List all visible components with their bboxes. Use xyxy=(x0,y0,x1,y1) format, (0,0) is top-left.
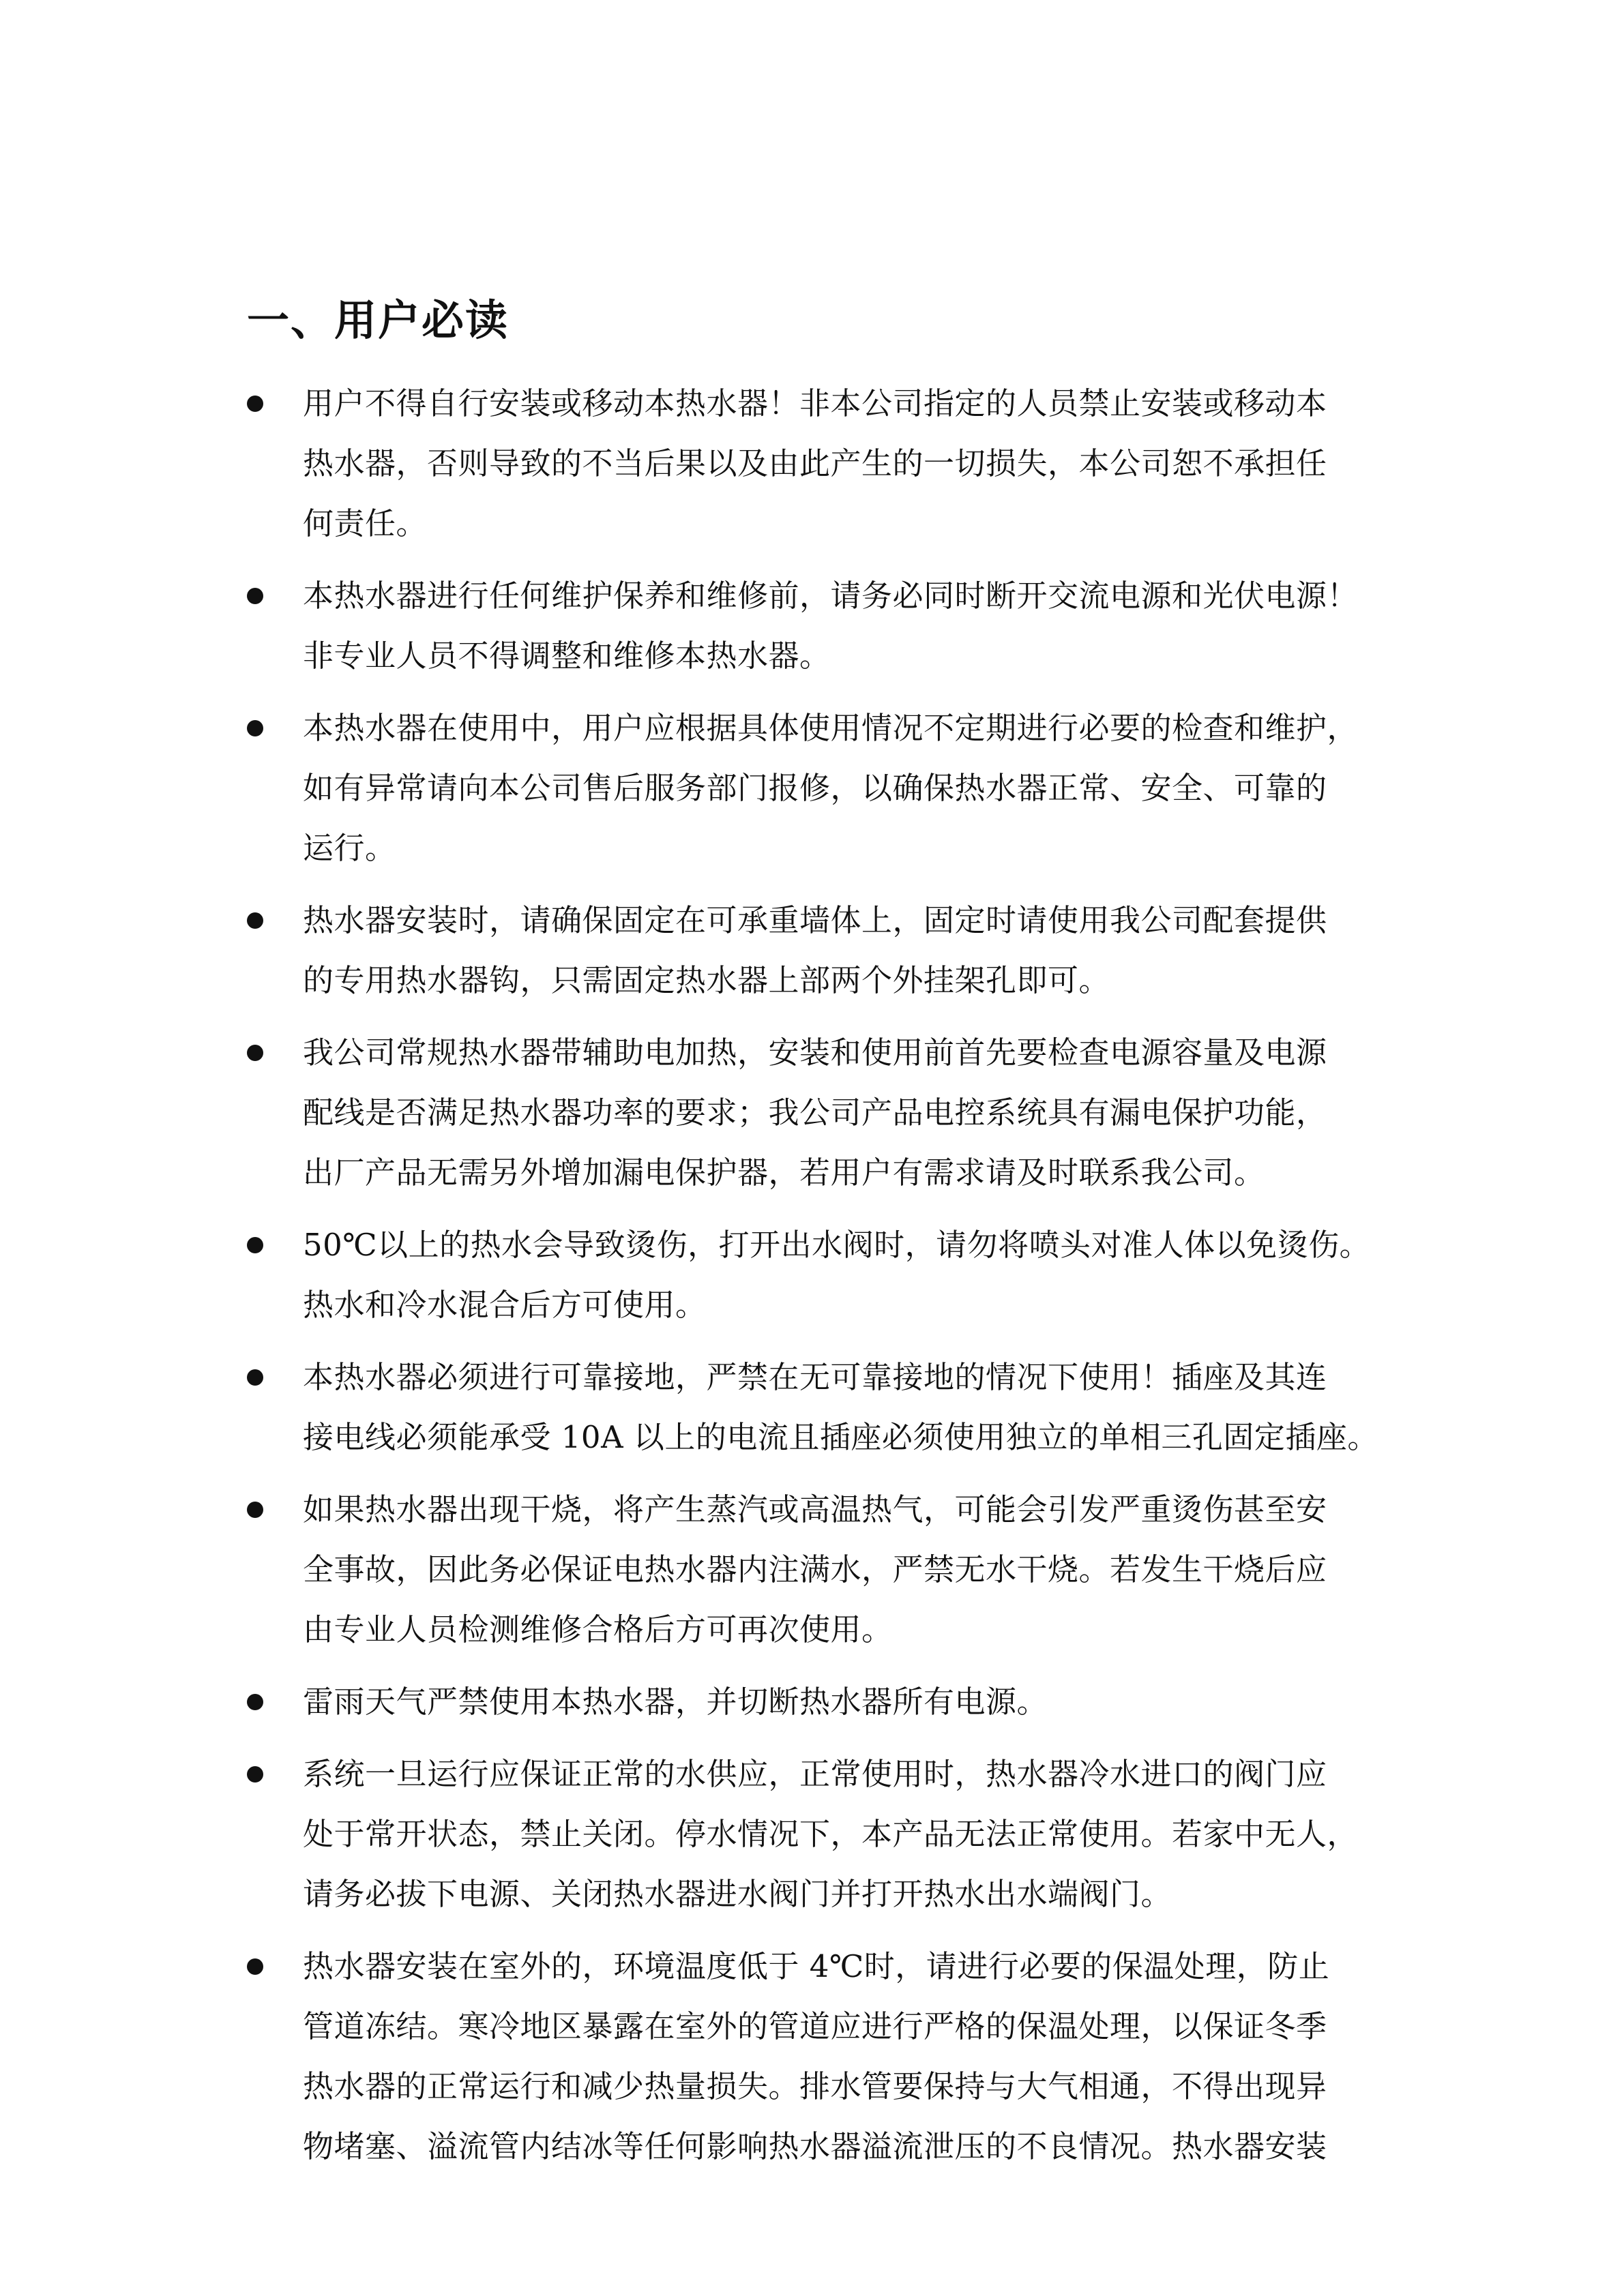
notice-item xyxy=(247,1215,1406,1335)
notice-item xyxy=(247,1347,1406,1467)
notice-text: 热水器安装时，请确保固定在可承重墙体上，固定时请使用我公司配套提供 的专用热水器钩，只需固定热水器上部两个外挂架孔即可。 xyxy=(303,902,1327,998)
notice-item xyxy=(247,891,1406,1011)
bullet-icon xyxy=(247,396,263,412)
notice-list xyxy=(247,374,1406,2189)
notice-item xyxy=(247,566,1406,686)
notice-text: 本热水器在使用中，用户应根据具体使用情况不定期进行必要的检查和维护， 如有异常请向本公司售后服务部门报修，以确保热水器正常、安全、可靠的 运行。 xyxy=(303,710,1359,866)
bullet-icon xyxy=(247,1237,263,1253)
bullet-icon xyxy=(247,1766,263,1783)
bullet-icon xyxy=(247,1502,263,1518)
notice-text: 热水器安装在室外的，环境温度低于 4℃时，请进行必要的保温处理，防止 管道冻结。寒冷地区暴露在室外的管道应进行严格的保温处理，以保证冬季 热水器的正常运行和减少热量损失。排水管要保持与大气相通，不得出现异 物堵塞、溢流管内结冰等任何影响热水器溢流泄压的不良情况。热水器安装 xyxy=(303,1948,1330,2164)
notice-item xyxy=(247,1744,1406,1924)
notice-text: 我公司常规热水器带辅助电加热，安装和使用前首先要检查电源容量及电源 配线是否满足热水器功率的要求；我公司产品电控系统具有漏电保护功能， 出厂产品无需另外增加漏电保护器，若用户有需求请及时联系我公司。 xyxy=(303,1034,1327,1191)
notice-text: 用户不得自行安装或移动本热水器！非本公司指定的人员禁止安装或移动本 热水器，否则导致的不当后果以及由此产生的一切损失，本公司恕不承担任 何责任。 xyxy=(303,385,1327,541)
bullet-icon xyxy=(247,1369,263,1386)
bullet-icon xyxy=(247,1694,263,1710)
notice-item xyxy=(247,374,1406,554)
bullet-icon xyxy=(247,1958,263,1975)
notice-item xyxy=(247,698,1406,878)
notice-item xyxy=(247,1480,1406,1660)
notice-text: 如果热水器出现干烧，将产生蒸汽或高温热气，可能会引发严重烫伤甚至安 全事故，因此务必保证电热水器内注满水，严禁无水干烧。若发生干烧后应 由专业人员检测维修合格后方可再次使用。 xyxy=(303,1491,1327,1648)
bullet-icon xyxy=(247,1045,263,1061)
notice-text: 雷雨天气严禁使用本热水器，并切断热水器所有电源。 xyxy=(303,1684,1048,1720)
notice-item xyxy=(247,1672,1406,1732)
bullet-icon xyxy=(247,912,263,929)
notice-text: 本热水器进行任何维护保养和维修前，请务必同时断开交流电源和光伏电源！ 非专业人员不得调整和维修本热水器。 xyxy=(303,578,1359,674)
notice-text: 系统一旦运行应保证正常的水供应，正常使用时，热水器冷水进口的阀门应 处于常开状态，禁止关闭。停水情况下，本产品无法正常使用。若家中无人， 请务必拔下电源、关闭热水器进水阀门并打开热水出水端阀门。 xyxy=(303,1756,1359,1912)
notice-text: 50℃以上的热水会导致烫伤，打开出水阀时，请勿将喷头对准人体以免烫伤。 热水和冷水混合后方可使用。 xyxy=(303,1227,1371,1323)
section-title: 一、用户必读 xyxy=(247,295,510,345)
bullet-icon xyxy=(247,588,263,604)
notice-item xyxy=(247,1937,1406,2177)
notice-text: 本热水器必须进行可靠接地，严禁在无可靠接地的情况下使用！插座及其连 接电线必须能承受 10A 以上的电流且插座必须使用独立的单相三孔固定插座。 xyxy=(303,1359,1378,1455)
notice-item xyxy=(247,1023,1406,1203)
bullet-icon xyxy=(247,720,263,736)
